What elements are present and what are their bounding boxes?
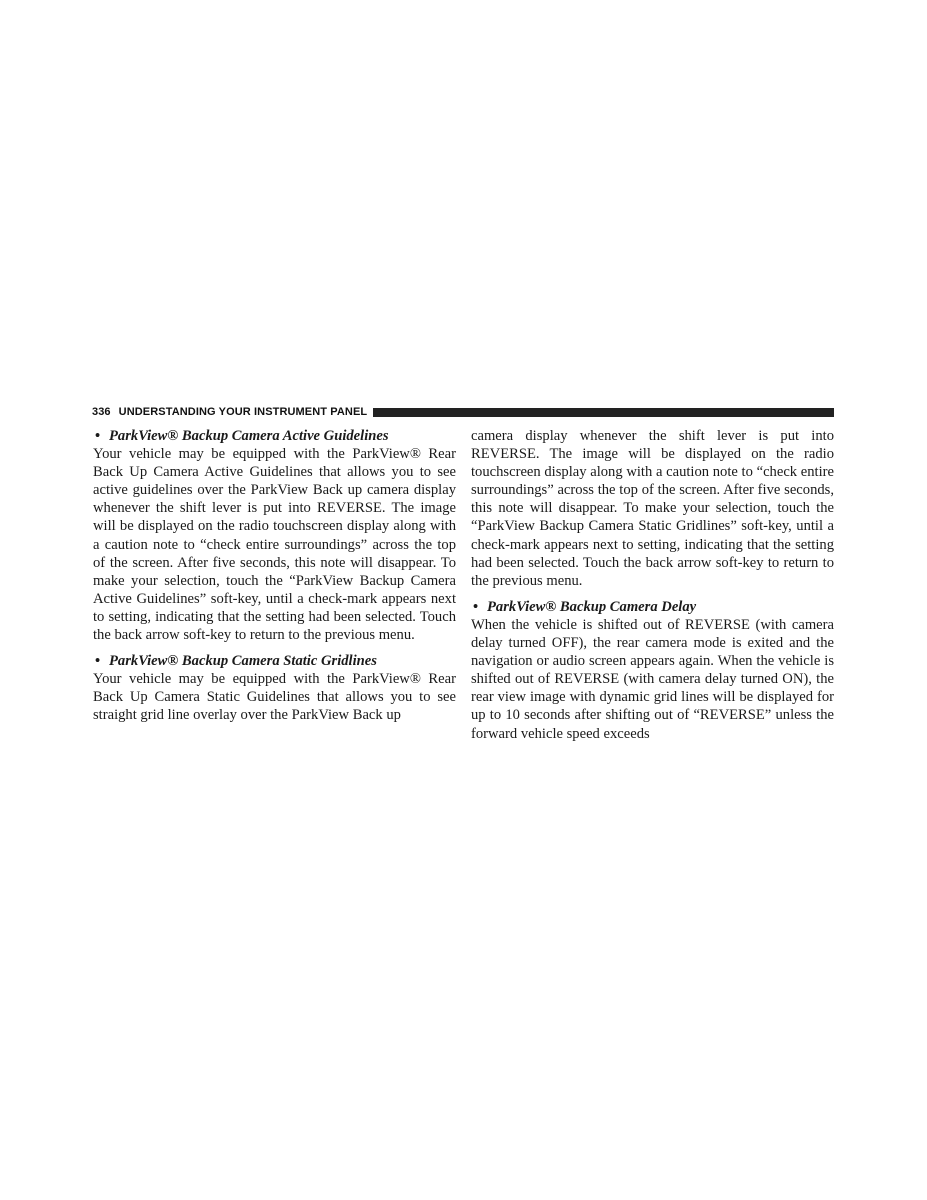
bullet-heading-static-gridlines — [93, 652, 456, 670]
heading-text: ParkView® Backup Camera Static Gridlines — [109, 653, 377, 670]
left-column — [93, 427, 456, 725]
paragraph-camera-delay: When the vehicle is shifted out of REVERSE (with camera delay turned OFF), the rear camera mode is exited and the navigation or audio screen appears again. When the vehicle is shifted out of REVERSE (with camera delay turned ON), the rear view image with dynamic grid lines will be displayed for up to 10 seconds after shifting out of “REVERSE” unless the forward vehicle speed exceeds — [471, 616, 834, 742]
section-title: UNDERSTANDING YOUR INSTRUMENT PANEL — [118, 406, 368, 418]
header-rule — [373, 408, 834, 417]
paragraph-static-gridlines-continued: camera display whenever the shift lever is put into REVERSE. The image will be displayed on the radio touchscreen display along with a caution note to “check entire surroundings” across the top of the screen. After five seconds, this note will disappear. To make your selection, touch the “ParkView Backup Camera Static Gridlines” soft-key, until a check-mark appears next to setting, indicating that the setting had been selected. Touch the back arrow soft-key to return to the previous menu. — [471, 428, 834, 589]
bullet-heading-active-guidelines — [93, 427, 456, 445]
bullet-icon: • — [95, 428, 101, 444]
paragraph-static-gridlines: Your vehicle may be equipped with the ParkView® Rear Back Up Camera Static Guidelines that allows you to see straight grid line overlay over the ParkView Back up — [93, 671, 456, 724]
page-number: 336 — [92, 406, 111, 418]
right-column — [471, 427, 834, 743]
bullet-icon: • — [473, 598, 479, 615]
heading-text: ParkView® Backup Camera Delay — [487, 598, 697, 615]
heading-text: ParkView® Backup Camera Active Guidelines — [109, 428, 389, 444]
bullet-icon: • — [95, 653, 101, 670]
paragraph-active-guidelines: Your vehicle may be equipped with the ParkView® Rear Back Up Camera Active Guidelines that allows you to see active guidelines over the ParkView Back up camera display whenever the shift lever is put into REVERSE. The image will be displayed on the radio touchscreen display along with a caution note to “check entire surroundings” across the top of the screen. After five seconds, this note will disappear. To make your selection, touch the “ParkView Backup Camera Active Guidelines” soft-key, until a check-mark appears next to setting, indicating that the setting had been selected. Touch the back arrow soft-key to return to the previous menu. — [93, 446, 456, 644]
page-header — [92, 405, 834, 419]
bullet-heading-camera-delay — [471, 598, 834, 616]
